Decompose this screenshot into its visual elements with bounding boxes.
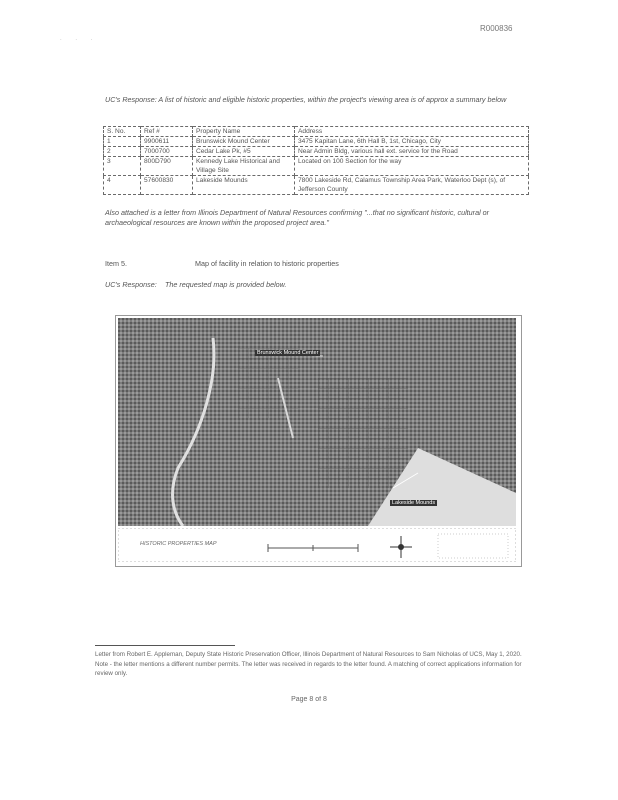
table-row xyxy=(104,147,529,157)
cell: 9900611 xyxy=(141,137,193,147)
cell: Located on 100 Section for the way xyxy=(295,157,529,176)
table-row xyxy=(104,157,529,176)
historic-properties-table xyxy=(103,126,529,195)
cell: 2 xyxy=(104,147,141,157)
col-header-property: Property Name xyxy=(193,127,295,137)
response-paragraph-1: UC's Response: A list of historic and eligible historic properties, within the project's viewing area is of approx a summary below xyxy=(105,95,507,104)
cell: Kennedy Lake Historical and Village Site xyxy=(193,157,295,176)
attached-letter-paragraph: Also attached is a letter from Illinois Department of Natural Resources confirming "...that no significant historic, cultural or archaeological resources are known within the proposed project area." xyxy=(105,208,490,227)
scan-specks: . . . xyxy=(60,36,99,42)
map-label-lakeside: Lakeside Mounds xyxy=(392,500,436,506)
item-text: Map of facility in relation to historic properties xyxy=(195,259,339,268)
cell: 800D790 xyxy=(141,157,193,176)
cell: 7800 Lakeside Rd, Calamus Township Area Park, Waterloo Dept (s), of Jefferson County xyxy=(295,176,529,195)
col-header-sno: S. No. xyxy=(104,127,141,137)
document-id: R000836 xyxy=(480,24,513,33)
page-number: Page 8 of 8 xyxy=(291,696,327,703)
cell: 7000700 xyxy=(141,147,193,157)
col-header-address: Address xyxy=(295,127,529,137)
cell: 3475 Kapitan Lane, 6th Hall B, 1st, Chicago, City xyxy=(295,137,529,147)
cell: 4 xyxy=(104,176,141,195)
cell: 1 xyxy=(104,137,141,147)
urban-grid-area-2 xyxy=(238,348,298,418)
table-row xyxy=(104,176,529,195)
col-header-ref: Ref # xyxy=(141,127,193,137)
cell: Brunswick Mound Center xyxy=(193,137,295,147)
map-caption: HISTORIC PROPERTIES MAP xyxy=(140,541,217,547)
table-row xyxy=(104,137,529,147)
cell: Lakeside Mounds xyxy=(193,176,295,195)
table-header-row xyxy=(104,127,529,137)
footnote-separator xyxy=(95,645,235,646)
cell: Near Admin Bldg, various hall ext. service for the Road xyxy=(295,147,529,157)
urban-grid-area xyxy=(318,378,408,488)
cell: Cedar Lake Pk, #5 xyxy=(193,147,295,157)
footnote: Letter from Robert E. Appleman, Deputy State Historic Preservation Officer, Illinois Department of Natural Resources to Sam Nicholas of UCS, May 1, 2020. Note - the letter mentions a different number permits. The letter was received in regards to the letter found. A matching of correct applications information for review only. xyxy=(95,651,522,677)
map-label-brunswick: Brunswick Mound Center xyxy=(257,350,319,356)
item-label: Item 5. xyxy=(105,259,127,268)
cell: 57600830 xyxy=(141,176,193,195)
response-2-label: UC's Response: xyxy=(105,280,157,289)
cell: 3 xyxy=(104,157,141,176)
response-2-text: The requested map is provided below. xyxy=(165,280,287,289)
